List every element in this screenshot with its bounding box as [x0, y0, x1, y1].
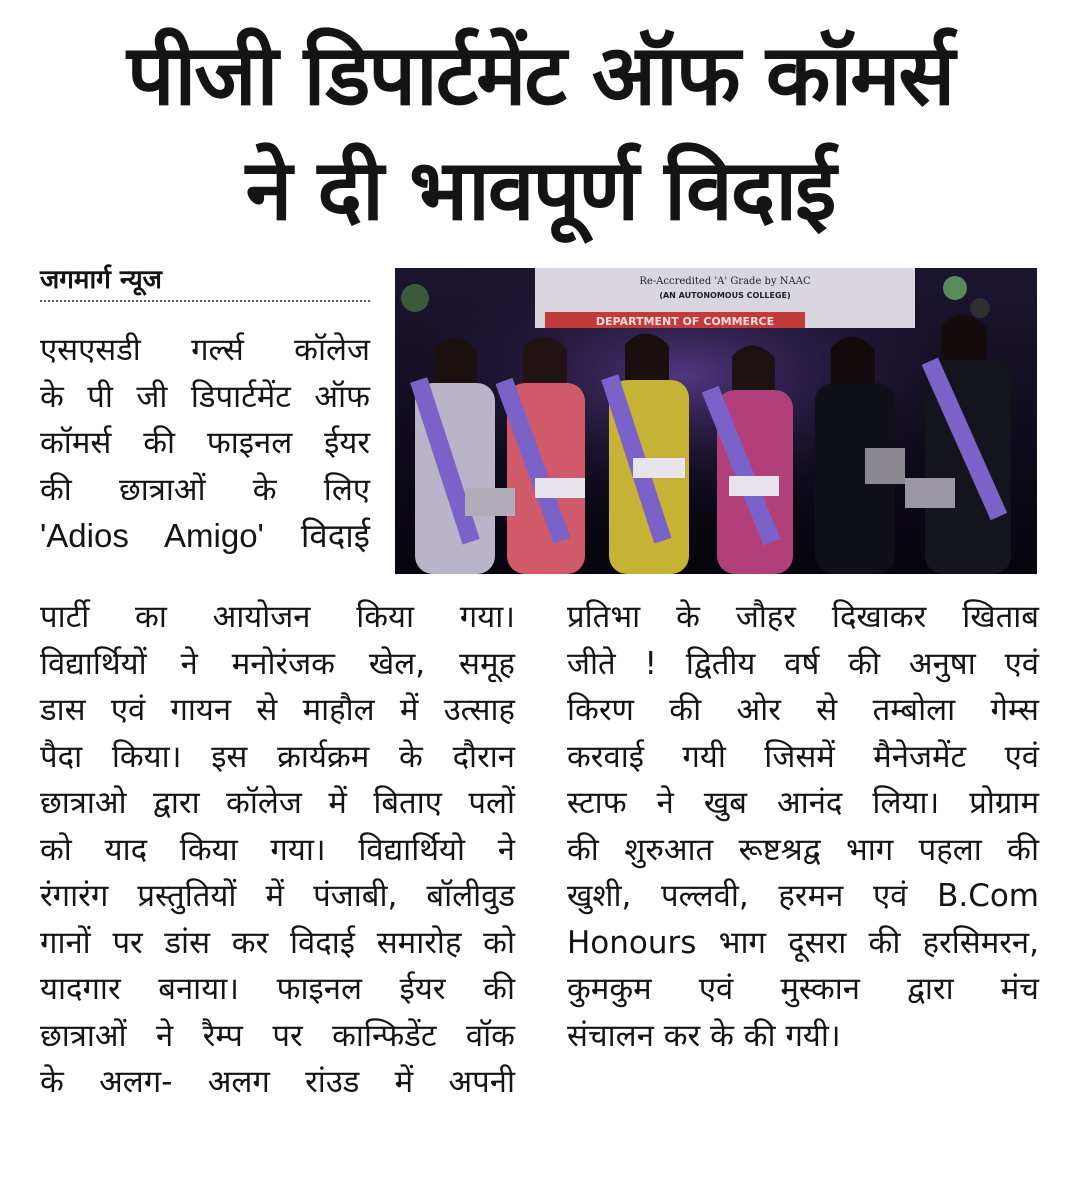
intro-line: कॉमर्स की फाइनल ईयर: [40, 425, 370, 461]
column-line: खुशी, पल्लवी, हरमन एवं B.Com: [567, 878, 1039, 914]
column-line: छात्राओं ने रैम्प पर कान्फिडेंट वॉक: [40, 1017, 515, 1054]
intro-line: एसएसडी गर्ल्स कॉलेज: [40, 332, 370, 368]
banner-text-1: Re-Accredited 'A' Grade by NAAC: [639, 276, 811, 287]
headline-line-1: पीजी डिपार्टमेंट ऑफ कॉमर्स: [126, 26, 954, 124]
column-line: डास एवं गायन से माहौल में उत्साह: [40, 692, 515, 728]
headline-line-2: ने दी भावपूर्ण विदाई: [245, 141, 835, 239]
column-line: को याद किया गया। विद्यार्थियो ने: [40, 831, 515, 868]
column-line: करवाई गयी जिसमें मैनेजमेंट एवं: [567, 738, 1039, 775]
column-line: यादगार बनाया। फाइनल ईयर की: [40, 971, 515, 1007]
column-line: रंगारंग प्रस्तुतियों में पंजाबी, बॉलीवुड: [40, 878, 515, 914]
column-line: कुमकुम एवं मुस्कान द्वारा मंच: [567, 971, 1039, 1007]
column-line: पार्टी का आयोजन किया गया।: [40, 599, 515, 635]
photo-illustration: [395, 268, 1037, 574]
column-line: प्रतिभा के जौहर दिखाकर खिताब: [567, 599, 1039, 635]
column-line: की शुरुआत रूष्टश्रद्व भाग पहला की: [567, 831, 1039, 868]
column-line: Honours भाग दूसरा की हरसिमरन,: [567, 924, 1039, 961]
news-photo: [395, 268, 1037, 574]
column-line: किरण की ओर से तम्बोला गेम्स: [567, 692, 1039, 728]
column-line: स्टाफ ने खुब आनंद लिया। प्रोग्राम: [567, 785, 1039, 821]
column-line: के अलग- अलग रांउड में अपनी: [40, 1064, 515, 1100]
article-intro: [40, 327, 370, 560]
banner-text-2: (AN AUTONOMOUS COLLEGE): [659, 291, 791, 300]
article-column-1: [40, 594, 515, 1106]
byline: जगमार्ग न्यूज: [40, 262, 370, 302]
column-line: गानों पर डांस कर विदाई समारोह को: [40, 924, 515, 961]
banner-text-3: DEPARTMENT OF COMMERCE: [595, 315, 775, 328]
column-line: विद्यार्थियों ने मनोरंजक खेल, समूह: [40, 645, 515, 682]
column-line: संचालन कर के की गयी।: [567, 1017, 841, 1054]
intro-line: 'Adios Amigo' विदाई: [40, 517, 370, 554]
column-line: पैदा किया। इस क्रार्यक्रम के दौरान: [40, 738, 515, 775]
column-line: जीते ! द्वितीय वर्ष की अनुषा एवं: [567, 645, 1039, 682]
article-column-2: [567, 594, 1039, 1059]
intro-line: की छात्राओं के लिए: [40, 471, 370, 508]
column-line: छात्राओ द्वारा कॉलेज में बिताए पलों: [40, 785, 515, 821]
intro-line: के पी जी डिपार्टमेंट ऑफ: [40, 378, 370, 415]
